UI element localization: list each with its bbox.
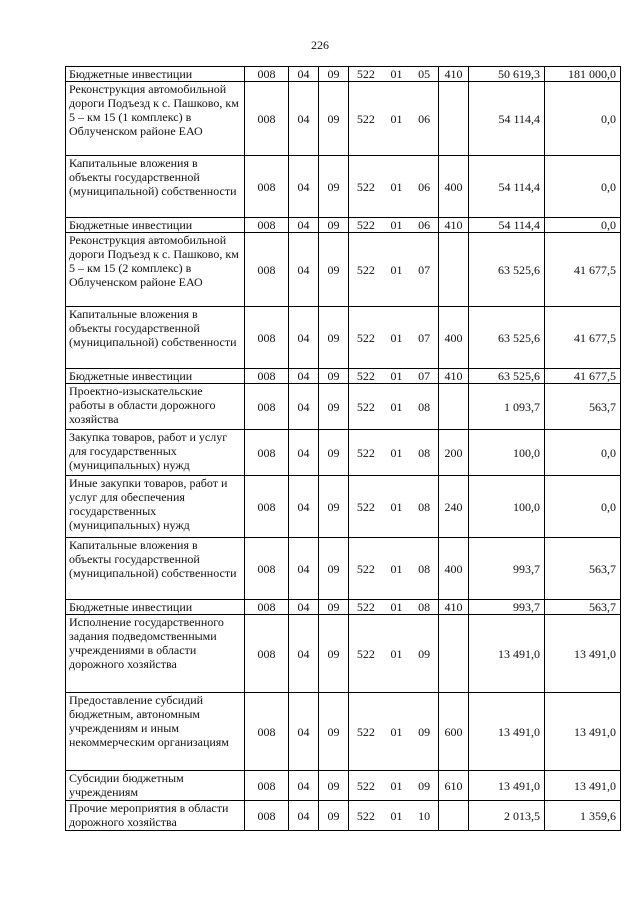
subsection-code-cell: 09 bbox=[319, 538, 349, 600]
target-article-cell bbox=[349, 369, 439, 384]
expense-type-cell: 410 bbox=[439, 369, 469, 384]
row-name-cell: Предоставление субсидий бюджетным, автономным учреждениям и иным некоммерческим организациям bbox=[66, 693, 245, 771]
subsection-code-cell: 09 bbox=[319, 771, 349, 801]
subprogram-code-part: 01 bbox=[390, 330, 403, 345]
section-code-cell: 04 bbox=[289, 307, 319, 369]
target-article-cell bbox=[349, 693, 439, 771]
program-code-part: 522 bbox=[356, 218, 375, 232]
target-article-code bbox=[349, 400, 438, 414]
activity-code-part: 08 bbox=[418, 499, 431, 514]
expense-type-cell: 240 bbox=[439, 476, 469, 538]
target-article-cell bbox=[349, 307, 439, 369]
subprogram-code-part: 01 bbox=[390, 561, 403, 576]
amount-year2-cell: 181 000,0 bbox=[545, 67, 621, 82]
activity-code-part: 06 bbox=[418, 218, 431, 232]
subprogram-code-part: 01 bbox=[390, 646, 403, 661]
amount-year1-cell: 13 491,0 bbox=[469, 615, 545, 693]
amount-year1-cell: 13 491,0 bbox=[469, 771, 545, 801]
amount-year1-cell: 100,0 bbox=[469, 476, 545, 538]
table-row bbox=[66, 801, 621, 831]
subprogram-code-part: 01 bbox=[390, 600, 403, 614]
table-row bbox=[66, 600, 621, 615]
section-code-cell: 04 bbox=[289, 693, 319, 771]
amount-year2-cell: 563,7 bbox=[545, 384, 621, 430]
target-article-code bbox=[349, 263, 438, 277]
row-name-cell: Иные закупки товаров, работ и услуг для обеспечения государственных (муниципальных) нужд bbox=[66, 476, 245, 538]
amount-year1-cell: 13 491,0 bbox=[469, 693, 545, 771]
table-row bbox=[66, 67, 621, 82]
row-name-cell: Закупка товаров, работ и услуг для государственных (муниципальных) нужд bbox=[66, 430, 245, 476]
admin-code-cell: 008 bbox=[245, 156, 289, 218]
subsection-code-cell: 09 bbox=[319, 693, 349, 771]
section-code-cell: 04 bbox=[289, 430, 319, 476]
program-code-part: 522 bbox=[356, 778, 375, 793]
section-code-cell: 04 bbox=[289, 233, 319, 307]
admin-code-cell: 008 bbox=[245, 430, 289, 476]
subsection-code-cell: 09 bbox=[319, 218, 349, 233]
amount-year2-cell: 563,7 bbox=[545, 538, 621, 600]
section-code-cell: 04 bbox=[289, 82, 319, 156]
amount-year2-cell: 13 491,0 bbox=[545, 615, 621, 693]
target-article-code bbox=[349, 446, 438, 460]
subsection-code-cell: 09 bbox=[319, 156, 349, 218]
table-row bbox=[66, 82, 621, 156]
amount-year1-cell: 100,0 bbox=[469, 430, 545, 476]
target-article-cell bbox=[349, 156, 439, 218]
admin-code-cell: 008 bbox=[245, 600, 289, 615]
activity-code-part: 06 bbox=[418, 179, 431, 194]
table-row bbox=[66, 430, 621, 476]
page-number: 226 bbox=[311, 38, 329, 52]
section-code-cell: 04 bbox=[289, 369, 319, 384]
subsection-code-cell: 09 bbox=[319, 307, 349, 369]
activity-code-part: 09 bbox=[418, 724, 431, 739]
target-article-cell bbox=[349, 384, 439, 430]
program-code-part: 522 bbox=[356, 111, 375, 126]
subsection-code-cell: 09 bbox=[319, 384, 349, 430]
target-article-cell bbox=[349, 615, 439, 693]
admin-code-cell: 008 bbox=[245, 307, 289, 369]
amount-year2-cell: 41 677,5 bbox=[545, 233, 621, 307]
program-code-part: 522 bbox=[356, 330, 375, 345]
program-code-part: 522 bbox=[356, 445, 375, 460]
admin-code-cell: 008 bbox=[245, 615, 289, 693]
table-row bbox=[66, 615, 621, 693]
row-name-cell: Реконструкция автомобильной дороги Подъезд к с. Пашково, км 5 – км 15 (2 комплекс) в Облученском районе ЕАО bbox=[66, 233, 245, 307]
subprogram-code-part: 01 bbox=[390, 778, 403, 793]
expense-type-cell: 410 bbox=[439, 600, 469, 615]
subprogram-code-part: 01 bbox=[390, 499, 403, 514]
activity-code-part: 06 bbox=[418, 111, 431, 126]
table-body bbox=[66, 67, 621, 831]
target-article-code bbox=[349, 500, 438, 514]
target-article-cell bbox=[349, 801, 439, 831]
target-article-cell bbox=[349, 538, 439, 600]
program-code-part: 522 bbox=[356, 399, 375, 414]
subprogram-code-part: 01 bbox=[390, 111, 403, 126]
admin-code-cell: 008 bbox=[245, 233, 289, 307]
activity-code-part: 07 bbox=[418, 330, 431, 345]
program-code-part: 522 bbox=[356, 600, 375, 614]
expense-type-cell bbox=[439, 615, 469, 693]
amount-year2-cell: 13 491,0 bbox=[545, 693, 621, 771]
amount-year1-cell: 2 013,5 bbox=[469, 801, 545, 831]
row-name-cell: Субсидии бюджетным учреждениям bbox=[66, 771, 245, 801]
expense-type-cell: 410 bbox=[439, 67, 469, 82]
row-name-cell: Реконструкция автомобильной дороги Подъезд к с. Пашково, км 5 – км 15 (1 комплекс) в Облученском районе ЕАО bbox=[66, 82, 245, 156]
target-article-cell bbox=[349, 82, 439, 156]
target-article-code bbox=[349, 180, 438, 194]
expense-type-cell: 200 bbox=[439, 430, 469, 476]
subprogram-code-part: 01 bbox=[390, 67, 403, 81]
amount-year1-cell: 1 093,7 bbox=[469, 384, 545, 430]
amount-year2-cell: 41 677,5 bbox=[545, 369, 621, 384]
admin-code-cell: 008 bbox=[245, 369, 289, 384]
program-code-part: 522 bbox=[356, 561, 375, 576]
amount-year1-cell: 993,7 bbox=[469, 538, 545, 600]
section-code-cell: 04 bbox=[289, 156, 319, 218]
activity-code-part: 10 bbox=[418, 808, 431, 823]
subprogram-code-part: 01 bbox=[390, 445, 403, 460]
row-name-cell: Проектно-изыскательские работы в области дорожного хозяйства bbox=[66, 384, 245, 430]
activity-code-part: 08 bbox=[418, 399, 431, 414]
subprogram-code-part: 01 bbox=[390, 218, 403, 232]
row-name-cell: Бюджетные инвестиции bbox=[66, 600, 245, 615]
row-name-cell: Капитальные вложения в объекты государственной (муниципальной) собственности bbox=[66, 538, 245, 600]
expense-type-cell: 610 bbox=[439, 771, 469, 801]
amount-year2-cell: 0,0 bbox=[545, 156, 621, 218]
section-code-cell: 04 bbox=[289, 771, 319, 801]
table-row bbox=[66, 693, 621, 771]
target-article-code bbox=[349, 562, 438, 576]
activity-code-part: 08 bbox=[418, 600, 431, 614]
amount-year2-cell: 563,7 bbox=[545, 600, 621, 615]
expense-type-cell: 400 bbox=[439, 307, 469, 369]
table-row bbox=[66, 233, 621, 307]
row-name-cell: Исполнение государственного задания подведомственными учреждениями в области дорожного хозяйства bbox=[66, 615, 245, 693]
amount-year2-cell: 1 359,6 bbox=[545, 801, 621, 831]
row-name-cell: Бюджетные инвестиции bbox=[66, 218, 245, 233]
subsection-code-cell: 09 bbox=[319, 233, 349, 307]
budget-table bbox=[65, 66, 621, 831]
admin-code-cell: 008 bbox=[245, 82, 289, 156]
program-code-part: 522 bbox=[356, 369, 375, 383]
program-code-part: 522 bbox=[356, 67, 375, 81]
amount-year2-cell: 0,0 bbox=[545, 82, 621, 156]
admin-code-cell: 008 bbox=[245, 384, 289, 430]
activity-code-part: 07 bbox=[418, 262, 431, 277]
section-code-cell: 04 bbox=[289, 600, 319, 615]
program-code-part: 522 bbox=[356, 808, 375, 823]
target-article-code bbox=[349, 369, 438, 383]
table-row bbox=[66, 771, 621, 801]
activity-code-part: 05 bbox=[418, 67, 431, 81]
activity-code-part: 08 bbox=[418, 445, 431, 460]
amount-year1-cell: 50 619,3 bbox=[469, 67, 545, 82]
expense-type-cell: 600 bbox=[439, 693, 469, 771]
row-name-cell: Капитальные вложения в объекты государственной (муниципальной) собственности bbox=[66, 156, 245, 218]
section-code-cell: 04 bbox=[289, 476, 319, 538]
expense-type-cell bbox=[439, 82, 469, 156]
subsection-code-cell: 09 bbox=[319, 369, 349, 384]
target-article-cell bbox=[349, 233, 439, 307]
activity-code-part: 09 bbox=[418, 646, 431, 661]
program-code-part: 522 bbox=[356, 262, 375, 277]
target-article-code bbox=[349, 112, 438, 126]
table-row bbox=[66, 218, 621, 233]
target-article-cell bbox=[349, 476, 439, 538]
expense-type-cell bbox=[439, 801, 469, 831]
admin-code-cell: 008 bbox=[245, 218, 289, 233]
admin-code-cell: 008 bbox=[245, 67, 289, 82]
target-article-code bbox=[349, 218, 438, 232]
subprogram-code-part: 01 bbox=[390, 724, 403, 739]
table-row bbox=[66, 369, 621, 384]
subsection-code-cell: 09 bbox=[319, 615, 349, 693]
subsection-code-cell: 09 bbox=[319, 476, 349, 538]
target-article-cell bbox=[349, 600, 439, 615]
expense-type-cell: 400 bbox=[439, 538, 469, 600]
subsection-code-cell: 09 bbox=[319, 600, 349, 615]
amount-year2-cell: 0,0 bbox=[545, 476, 621, 538]
subsection-code-cell: 09 bbox=[319, 82, 349, 156]
row-name-cell: Бюджетные инвестиции bbox=[66, 369, 245, 384]
amount-year1-cell: 54 114,4 bbox=[469, 82, 545, 156]
section-code-cell: 04 bbox=[289, 615, 319, 693]
admin-code-cell: 008 bbox=[245, 538, 289, 600]
subsection-code-cell: 09 bbox=[319, 67, 349, 82]
expense-type-cell bbox=[439, 233, 469, 307]
table-row bbox=[66, 156, 621, 218]
activity-code-part: 07 bbox=[418, 369, 431, 383]
row-name-cell: Бюджетные инвестиции bbox=[66, 67, 245, 82]
table-row bbox=[66, 538, 621, 600]
amount-year1-cell: 54 114,4 bbox=[469, 218, 545, 233]
activity-code-part: 08 bbox=[418, 561, 431, 576]
target-article-code bbox=[349, 725, 438, 739]
target-article-code bbox=[349, 779, 438, 793]
target-article-code bbox=[349, 600, 438, 614]
admin-code-cell: 008 bbox=[245, 801, 289, 831]
amount-year2-cell: 41 677,5 bbox=[545, 307, 621, 369]
section-code-cell: 04 bbox=[289, 384, 319, 430]
section-code-cell: 04 bbox=[289, 67, 319, 82]
subsection-code-cell: 09 bbox=[319, 801, 349, 831]
program-code-part: 522 bbox=[356, 179, 375, 194]
amount-year2-cell: 13 491,0 bbox=[545, 771, 621, 801]
target-article-code bbox=[349, 331, 438, 345]
target-article-code bbox=[349, 647, 438, 661]
expense-type-cell bbox=[439, 384, 469, 430]
admin-code-cell: 008 bbox=[245, 476, 289, 538]
table-row bbox=[66, 384, 621, 430]
program-code-part: 522 bbox=[356, 724, 375, 739]
target-article-code bbox=[349, 67, 438, 81]
amount-year2-cell: 0,0 bbox=[545, 430, 621, 476]
section-code-cell: 04 bbox=[289, 218, 319, 233]
subprogram-code-part: 01 bbox=[390, 179, 403, 194]
subprogram-code-part: 01 bbox=[390, 369, 403, 383]
subprogram-code-part: 01 bbox=[390, 808, 403, 823]
section-code-cell: 04 bbox=[289, 538, 319, 600]
subprogram-code-part: 01 bbox=[390, 399, 403, 414]
amount-year1-cell: 63 525,6 bbox=[469, 369, 545, 384]
table-row bbox=[66, 476, 621, 538]
admin-code-cell: 008 bbox=[245, 771, 289, 801]
amount-year1-cell: 54 114,4 bbox=[469, 156, 545, 218]
subsection-code-cell: 09 bbox=[319, 430, 349, 476]
target-article-cell bbox=[349, 218, 439, 233]
amount-year2-cell: 0,0 bbox=[545, 218, 621, 233]
target-article-code bbox=[349, 809, 438, 823]
program-code-part: 522 bbox=[356, 499, 375, 514]
section-code-cell: 04 bbox=[289, 801, 319, 831]
row-name-cell: Капитальные вложения в объекты государственной (муниципальной) собственности bbox=[66, 307, 245, 369]
target-article-cell bbox=[349, 67, 439, 82]
amount-year1-cell: 63 525,6 bbox=[469, 307, 545, 369]
admin-code-cell: 008 bbox=[245, 693, 289, 771]
target-article-cell bbox=[349, 430, 439, 476]
amount-year1-cell: 993,7 bbox=[469, 600, 545, 615]
expense-type-cell: 410 bbox=[439, 218, 469, 233]
table-row bbox=[66, 307, 621, 369]
target-article-cell bbox=[349, 771, 439, 801]
row-name-cell: Прочие мероприятия в области дорожного хозяйства bbox=[66, 801, 245, 831]
activity-code-part: 09 bbox=[418, 778, 431, 793]
expense-type-cell: 400 bbox=[439, 156, 469, 218]
amount-year1-cell: 63 525,6 bbox=[469, 233, 545, 307]
program-code-part: 522 bbox=[356, 646, 375, 661]
subprogram-code-part: 01 bbox=[390, 262, 403, 277]
